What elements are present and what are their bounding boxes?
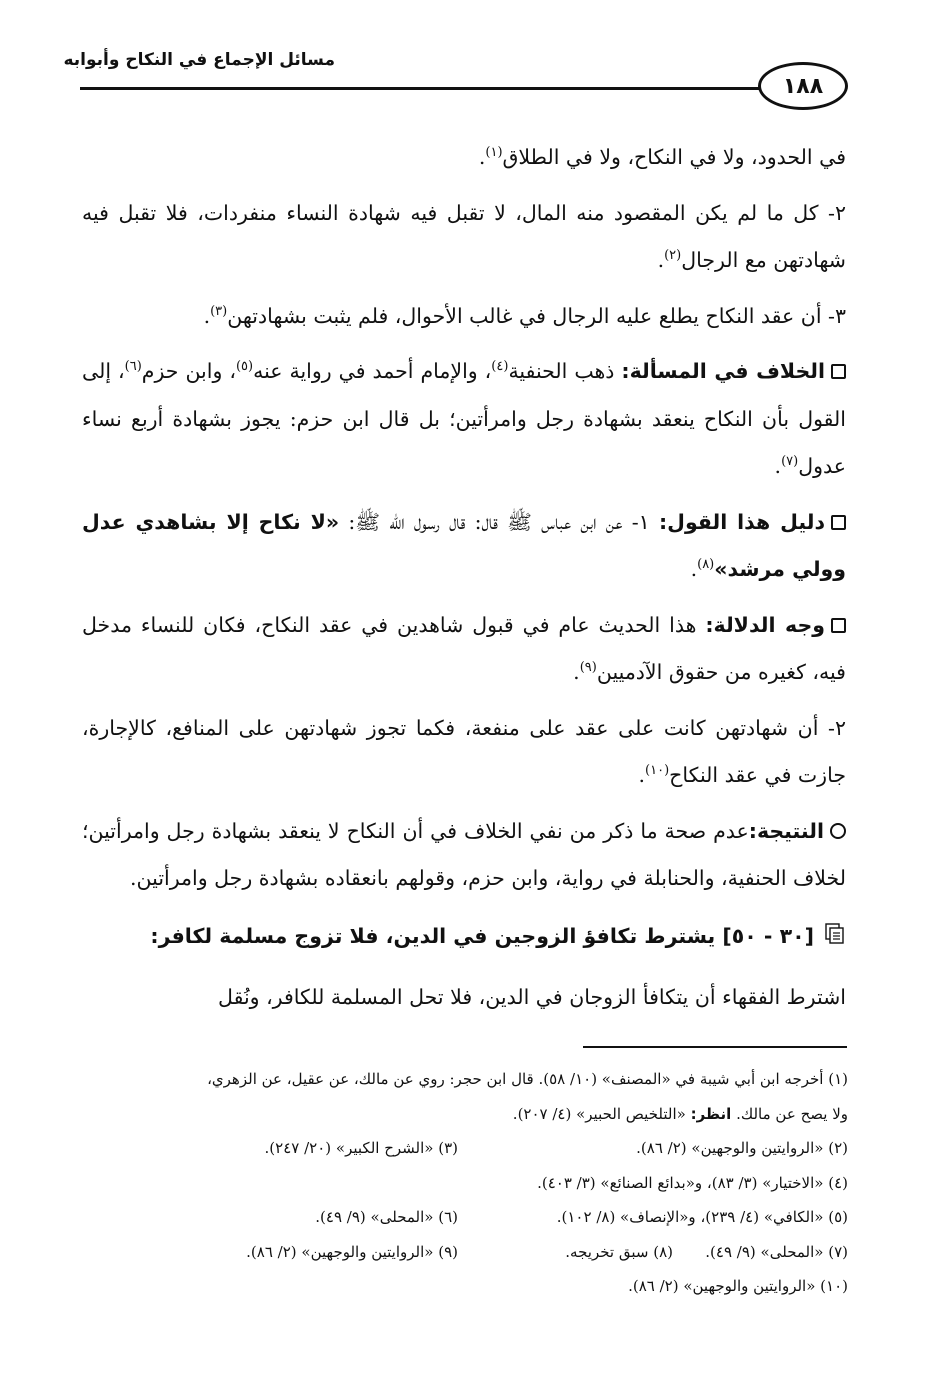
footnote-2: (٢) «الروايتين والوجهين» (٢/ ٨٦). <box>636 1139 848 1157</box>
paragraph-1: في الحدود، ولا في النكاح، ولا في الطلاق$^{(١)}$. <box>478 145 846 169</box>
paragraph-inference: وجه الدلالة: هذا الحديث عام في قبول شاهدين في عقد النكاح، فكان للنساء مدخل فيه، كغيره من حقوق الآدميين$^{(٩)}$. <box>82 612 846 684</box>
footnote-ref-4[interactable]: (٤) <box>491 359 509 375</box>
paragraph-9 <box>82 974 846 1022</box>
running-header-title: مسائل الإجماع في النكاح وأبوابه <box>63 50 335 70</box>
footnote-ref-2[interactable]: (٢) <box>664 248 682 264</box>
disagreement-text-d: ، إلى القول بأن النكاح ينعقد بشهادة رجل وامرأتين؛ بل قال ابن حزم: يجوز بشهادة أربع نساء عدول <box>82 359 846 478</box>
footnote-ref-9[interactable]: (٩) <box>579 660 597 676</box>
document-stack-icon <box>824 915 846 963</box>
footnote-5: (٥) «الكافي» (٤/ ٢٣٩)، و«الإنصاف» (٨/ ١٠٢). <box>556 1208 848 1226</box>
footnote-7: (٧) «المحلى» (٩/ ٤٩). <box>705 1242 848 1261</box>
footnote-ref-8[interactable]: (٨) <box>697 557 715 573</box>
disagreement-label: الخلاف في المسألة: <box>621 359 825 383</box>
header-rule <box>80 87 770 90</box>
footnote-9: (٩) «الروايتين والوجهين» (٢/ ٨٦). <box>246 1242 458 1261</box>
footnote-ref-5[interactable]: (٥) <box>235 359 254 375</box>
disagreement-text-b: ، والإمام أحمد في رواية عنه <box>253 359 492 383</box>
footnote-row-7-8-9 <box>80 1235 848 1270</box>
page-number-badge <box>758 62 848 110</box>
footnotes <box>80 1062 848 1304</box>
footnote-1-line-2 <box>80 1097 848 1132</box>
footnote-ref-1[interactable]: (١) <box>485 145 503 161</box>
disagreement-text-c: ، وابن حزم <box>141 359 236 383</box>
section-heading <box>82 913 846 963</box>
footnote-1-see-label: انظر: <box>690 1104 732 1123</box>
paragraph-7: ٢- أن شهادتهن كانت على عقد على منفعة، فكما تجوز شهادتهن على المنافع، كالإجارة، جازت في عقد النكاح$^{(١٠)}$. <box>82 715 846 787</box>
disagreement-text-a: ذهب الحنفية <box>508 359 615 383</box>
paragraph-evidence: دليل هذا القول: ١- عن ابن عباس ﷺ قال: قال رسول الله ﷺ: «لا نكاح إلا بشاهدي عدل وولي مرشد»$^{(٨)}$. <box>82 509 846 581</box>
circle-bullet-icon <box>830 823 846 839</box>
square-bullet-icon <box>831 364 846 379</box>
square-bullet-icon <box>831 618 846 633</box>
footnote-row-4 <box>80 1166 848 1201</box>
page-number: ١٨٨ <box>782 73 824 99</box>
inference-label: وجه الدلالة: <box>705 612 825 637</box>
footnote-ref-3[interactable]: (٣) <box>210 303 228 319</box>
footnote-1-line-1: (١) أخرجه ابن أبي شيبة في «المصنف» (١٠/ ٥٨). قال ابن حجر: روي عن مالك، عن عقيل، عن الزهري، <box>207 1070 848 1088</box>
paragraph-disagreement: الخلاف في المسألة: ذهب الحنفية$^{(٤)}$، والإمام أحمد في رواية عنه$^{(٥)}$، وابن حزم$^{(٦)}$، إلى القول بأن النكاح ينعقد بشهادة رجل وامرأتين؛ بل قال ابن حزم: يجوز بشهادة أربع نساء عدول$^{(٧)}$. <box>82 359 846 478</box>
footnote-row-10 <box>80 1269 848 1304</box>
footnote-ref-7[interactable]: (٧) <box>781 454 799 470</box>
footnote-10: (١٠) «الروايتين والوجهين» (٢/ ٨٦). <box>628 1277 848 1295</box>
paragraph-1-text: في الحدود، ولا في النكاح، ولا في الطلاق <box>502 145 846 169</box>
footnote-1 <box>80 1062 848 1131</box>
paragraph-2: ٢- كل ما لم يكن المقصود منه المال، لا تقبل فيه شهادة النساء منفردات، فلا تقبل فيه شهادتهن مع الرجال$^{(٢)}$. <box>82 200 846 272</box>
square-bullet-icon <box>831 515 846 530</box>
footnote-6: (٦) «المحلى» (٩/ ٤٩). <box>315 1208 458 1226</box>
footnote-row-2-3 <box>80 1131 848 1166</box>
footnote-1-text: ولا يصح عن مالك. <box>736 1104 848 1123</box>
footnote-ref-6[interactable]: (٦) <box>124 359 142 375</box>
inference-text: هذا الحديث عام في قبول شاهدين في عقد النكاح، فكان للنساء مدخل فيه، كغيره من حقوق الآدميين <box>82 612 846 684</box>
main-text <box>82 134 846 1030</box>
footnote-3: (٣) «الشرح الكبير» (٢٠/ ٢٤٧). <box>264 1139 458 1157</box>
evidence-label: دليل هذا القول: <box>658 509 825 534</box>
paragraph-result <box>82 808 846 903</box>
result-text: عدم صحة ما ذكر من نفي الخلاف في أن النكاح لا ينعقد بشهادة رجل وامرأتين؛ لخلاف الحنفية، والحنابلة في رواية، وابن حزم، وقولهم بانعقاده بشهادة رجل وامرأتين. <box>82 818 846 890</box>
footnote-4: (٤) «الاختيار» (٣/ ٨٣)، و«بدائع الصنائع» (٣/ ٤٠٣). <box>537 1173 848 1192</box>
paragraph-9-text: اشترط الفقهاء أن يتكافأ الزوجان في الدين، فلا تحل المسلمة للكافر، ونُقل <box>218 985 846 1009</box>
footnote-8: (٨) سبق تخريجه. <box>565 1242 673 1261</box>
footnote-row-5-6 <box>80 1200 848 1235</box>
footnote-separator <box>583 1046 847 1048</box>
section-heading-text: [٣٠ - ٥٠] يشترط تكافؤ الزوجين في الدين، فلا تزوج مسلمة لكافر: <box>150 923 814 948</box>
hadith-quote: «لا نكاح إلا بشاهدي عدل وولي مرشد» <box>82 509 846 581</box>
footnote-ref-10[interactable]: (١٠) <box>645 763 670 779</box>
footnote-1-source: «التلخيص الحبير» (٤/ ٢٠٧). <box>512 1104 686 1123</box>
paragraph-3: ٣- أن عقد النكاح يطلع عليه الرجال في غالب الأحوال، فلم يثبت بشهادتهن$^{(٣)}$. <box>203 303 846 328</box>
result-label: النتيجة: <box>748 818 824 843</box>
paragraph-3-text: ٣- أن عقد النكاح يطلع عليه الرجال في غالب الأحوال، فلم يثبت بشهادتهن <box>227 303 846 328</box>
evidence-text: ١- عن ابن عباس ﷺ قال: قال رسول الله ﷺ: <box>348 509 650 534</box>
paragraph-2-text: ٢- كل ما لم يكن المقصود منه المال، لا تقبل فيه شهادة النساء منفردات، فلا تقبل فيه شهادتهن مع الرجال <box>82 200 846 272</box>
paragraph-7-text: ٢- أن شهادتهن كانت على عقد على منفعة، فكما تجوز شهادتهن على المنافع، كالإجارة، جازت في عقد النكاح <box>82 715 846 787</box>
